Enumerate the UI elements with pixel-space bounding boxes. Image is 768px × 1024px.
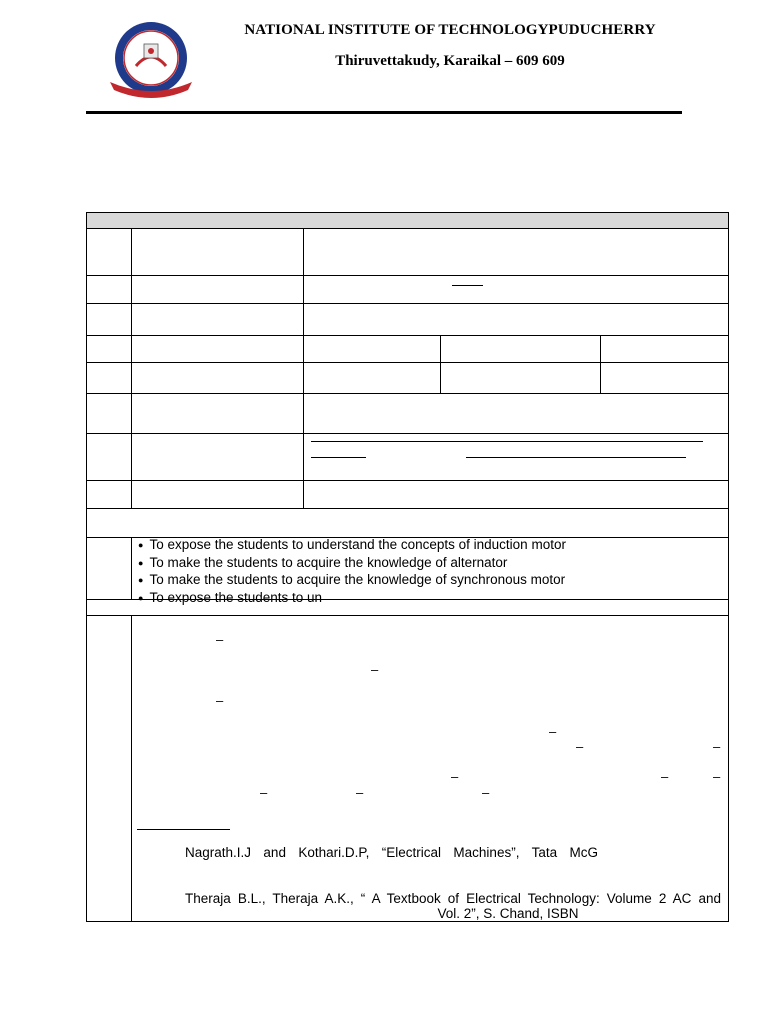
table-border-left — [86, 212, 87, 922]
dash-mark: – — [549, 724, 557, 739]
dash-mark: – — [576, 739, 584, 754]
list-item: ● To expose the students to understand the concepts of induction motor — [138, 537, 566, 555]
col-line — [440, 335, 441, 393]
institute-address: Thiruvettakudy, Karaikal – 609 609 — [335, 53, 565, 69]
dash-mark: – — [371, 662, 379, 677]
row-line — [86, 335, 729, 336]
dash-mark: – — [482, 785, 490, 800]
list-item: ● To make the students to acquire the knowledge of synchronous motor — [138, 572, 566, 590]
objectives-list — [138, 537, 566, 607]
list-item: ● To make the students to acquire the knowledge of alternator — [138, 555, 566, 573]
row-line — [86, 393, 729, 394]
table-border-right — [728, 212, 729, 922]
list-item: ● To expose the students to un — [138, 590, 566, 608]
row-line — [86, 362, 729, 363]
blank-underline — [311, 457, 366, 458]
dash-mark: – — [260, 785, 268, 800]
row-line — [86, 433, 729, 434]
row-line — [86, 508, 729, 509]
dash-mark: – — [216, 693, 224, 708]
col-line — [303, 228, 304, 508]
reference-1: Nagrath.I.J and Kothari.D.P, “Electrical Machines”, Tata McG — [185, 845, 598, 860]
table-border-bottom — [86, 921, 729, 922]
dash-mark: – — [451, 769, 459, 784]
header-divider — [86, 111, 682, 114]
row-line — [86, 615, 729, 616]
institute-name: NATIONAL INSTITUTE OF TECHNOLOGYPUDUCHERRY — [244, 22, 656, 38]
references-heading-underline — [137, 829, 230, 830]
row-line — [86, 228, 729, 229]
table-title-band — [87, 213, 728, 228]
dash-mark: – — [713, 769, 721, 784]
row-line — [86, 275, 729, 276]
row-line — [86, 303, 729, 304]
col-line — [131, 537, 132, 599]
reference-2-line-2: Vol. 2”, S. Chand, ISBN — [437, 906, 579, 921]
row-line — [86, 480, 729, 481]
blank-underline — [452, 285, 483, 286]
blank-underline — [466, 457, 686, 458]
dash-mark: – — [661, 769, 669, 784]
col-line — [131, 228, 132, 508]
dash-mark: – — [356, 785, 364, 800]
dash-mark: – — [216, 632, 224, 647]
reference-2-line-1: Theraja B.L., Theraja A.K., “ A Textbook of Electrical Technology: Volume 2 AC and — [185, 891, 721, 906]
col-line — [600, 335, 601, 393]
table-border-top — [86, 212, 729, 213]
dash-mark: – — [713, 739, 721, 754]
col-line — [131, 615, 132, 922]
blank-underline — [311, 441, 703, 442]
institute-seal-icon — [106, 20, 196, 100]
